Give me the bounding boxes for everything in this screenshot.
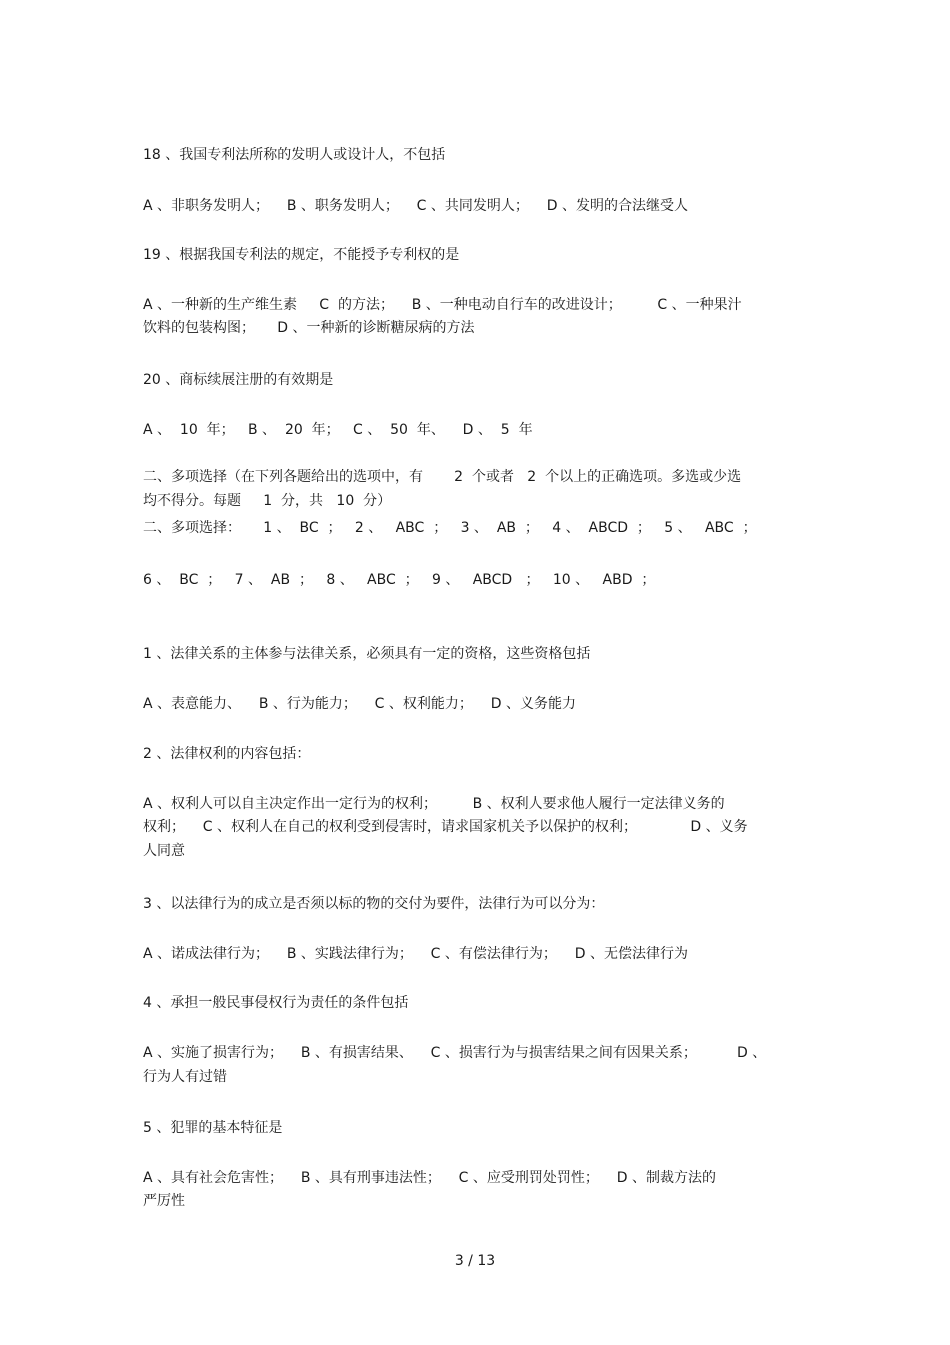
question-1-options: A 、表意能力、 B 、行为能力； C 、权利能力； D 、义务能力 <box>143 696 576 712</box>
question-2: 2 、法律权利的内容包括： <box>143 746 311 762</box>
section-heading-line-1: 二、多项选择（在下列各题给出的选项中，有 2 个或者 2 个以上的正确选项。多选或少选 <box>143 469 742 485</box>
answer-key-line-2: 6 、 BC ； 7 、 AB ； 8 、 ABC ； 9 、 ABCD ； 10 、 ABD ； <box>143 572 656 588</box>
question-20-options: A 、 10 年； B 、 20 年； C 、 50 年、 D 、 5 年 <box>143 422 533 438</box>
question-19-options-line-1: A 、一种新的生产维生素 C 的方法； B 、一种电动自行车的改进设计； C 、一种果汁 <box>143 297 742 313</box>
question-20: 20 、商标续展注册的有效期是 <box>143 372 334 388</box>
question-18: 18 、我国专利法所称的发明人或设计人，不包括 <box>143 147 446 163</box>
question-5-options-line-1: A 、具有社会危害性； B 、具有刑事违法性； C 、应受刑罚处罚性； D 、制裁方法的 <box>143 1170 716 1186</box>
question-5: 5 、犯罪的基本特征是 <box>143 1120 283 1136</box>
section-heading-line-2: 均不得分。每题 1 分，共 10 分） <box>143 493 392 509</box>
question-19-options-line-2: 饮料的包装构图； D 、一种新的诊断糖尿病的方法 <box>143 320 475 336</box>
question-1: 1 、法律关系的主体参与法律关系，必须具有一定的资格，这些资格包括 <box>143 646 591 662</box>
answer-key-line-1: 二、多项选择： 1 、 BC ； 2 、 ABC ； 3 、 AB ； 4 、 ABCD ； 5 、 ABC ； <box>143 520 757 536</box>
question-5-options-line-2: 严厉性 <box>143 1193 185 1209</box>
question-3-options: A 、诺成法律行为； B 、实践法律行为； C 、有偿法律行为； D 、无偿法律行为 <box>143 946 688 962</box>
question-2-options-line-1: A 、权利人可以自主决定作出一定行为的权利； B 、权利人要求他人履行一定法律义务的 <box>143 796 725 812</box>
question-4-options-line-1: A 、实施了损害行为； B 、有损害结果、 C 、损害行为与损害结果之间有因果关系； D 、 <box>143 1045 767 1061</box>
question-18-options: A 、非职务发明人； B 、职务发明人； C 、共同发明人； D 、发明的合法继受人 <box>143 198 688 214</box>
question-4-options-line-2: 行为人有过错 <box>143 1069 227 1085</box>
question-2-options-line-3: 人同意 <box>143 843 185 859</box>
question-2-options-line-2: 权利； C 、权利人在自己的权利受到侵害时，请求国家机关予以保护的权利； D 、义务 <box>143 819 748 835</box>
question-4: 4 、承担一般民事侵权行为责任的条件包括 <box>143 995 409 1011</box>
question-19: 19 、根据我国专利法的规定，不能授予专利权的是 <box>143 247 460 263</box>
page-number: 3 / 13 <box>454 1253 496 1269</box>
question-3: 3 、以法律行为的成立是否须以标的物的交付为要件，法律行为可以分为： <box>143 896 605 912</box>
